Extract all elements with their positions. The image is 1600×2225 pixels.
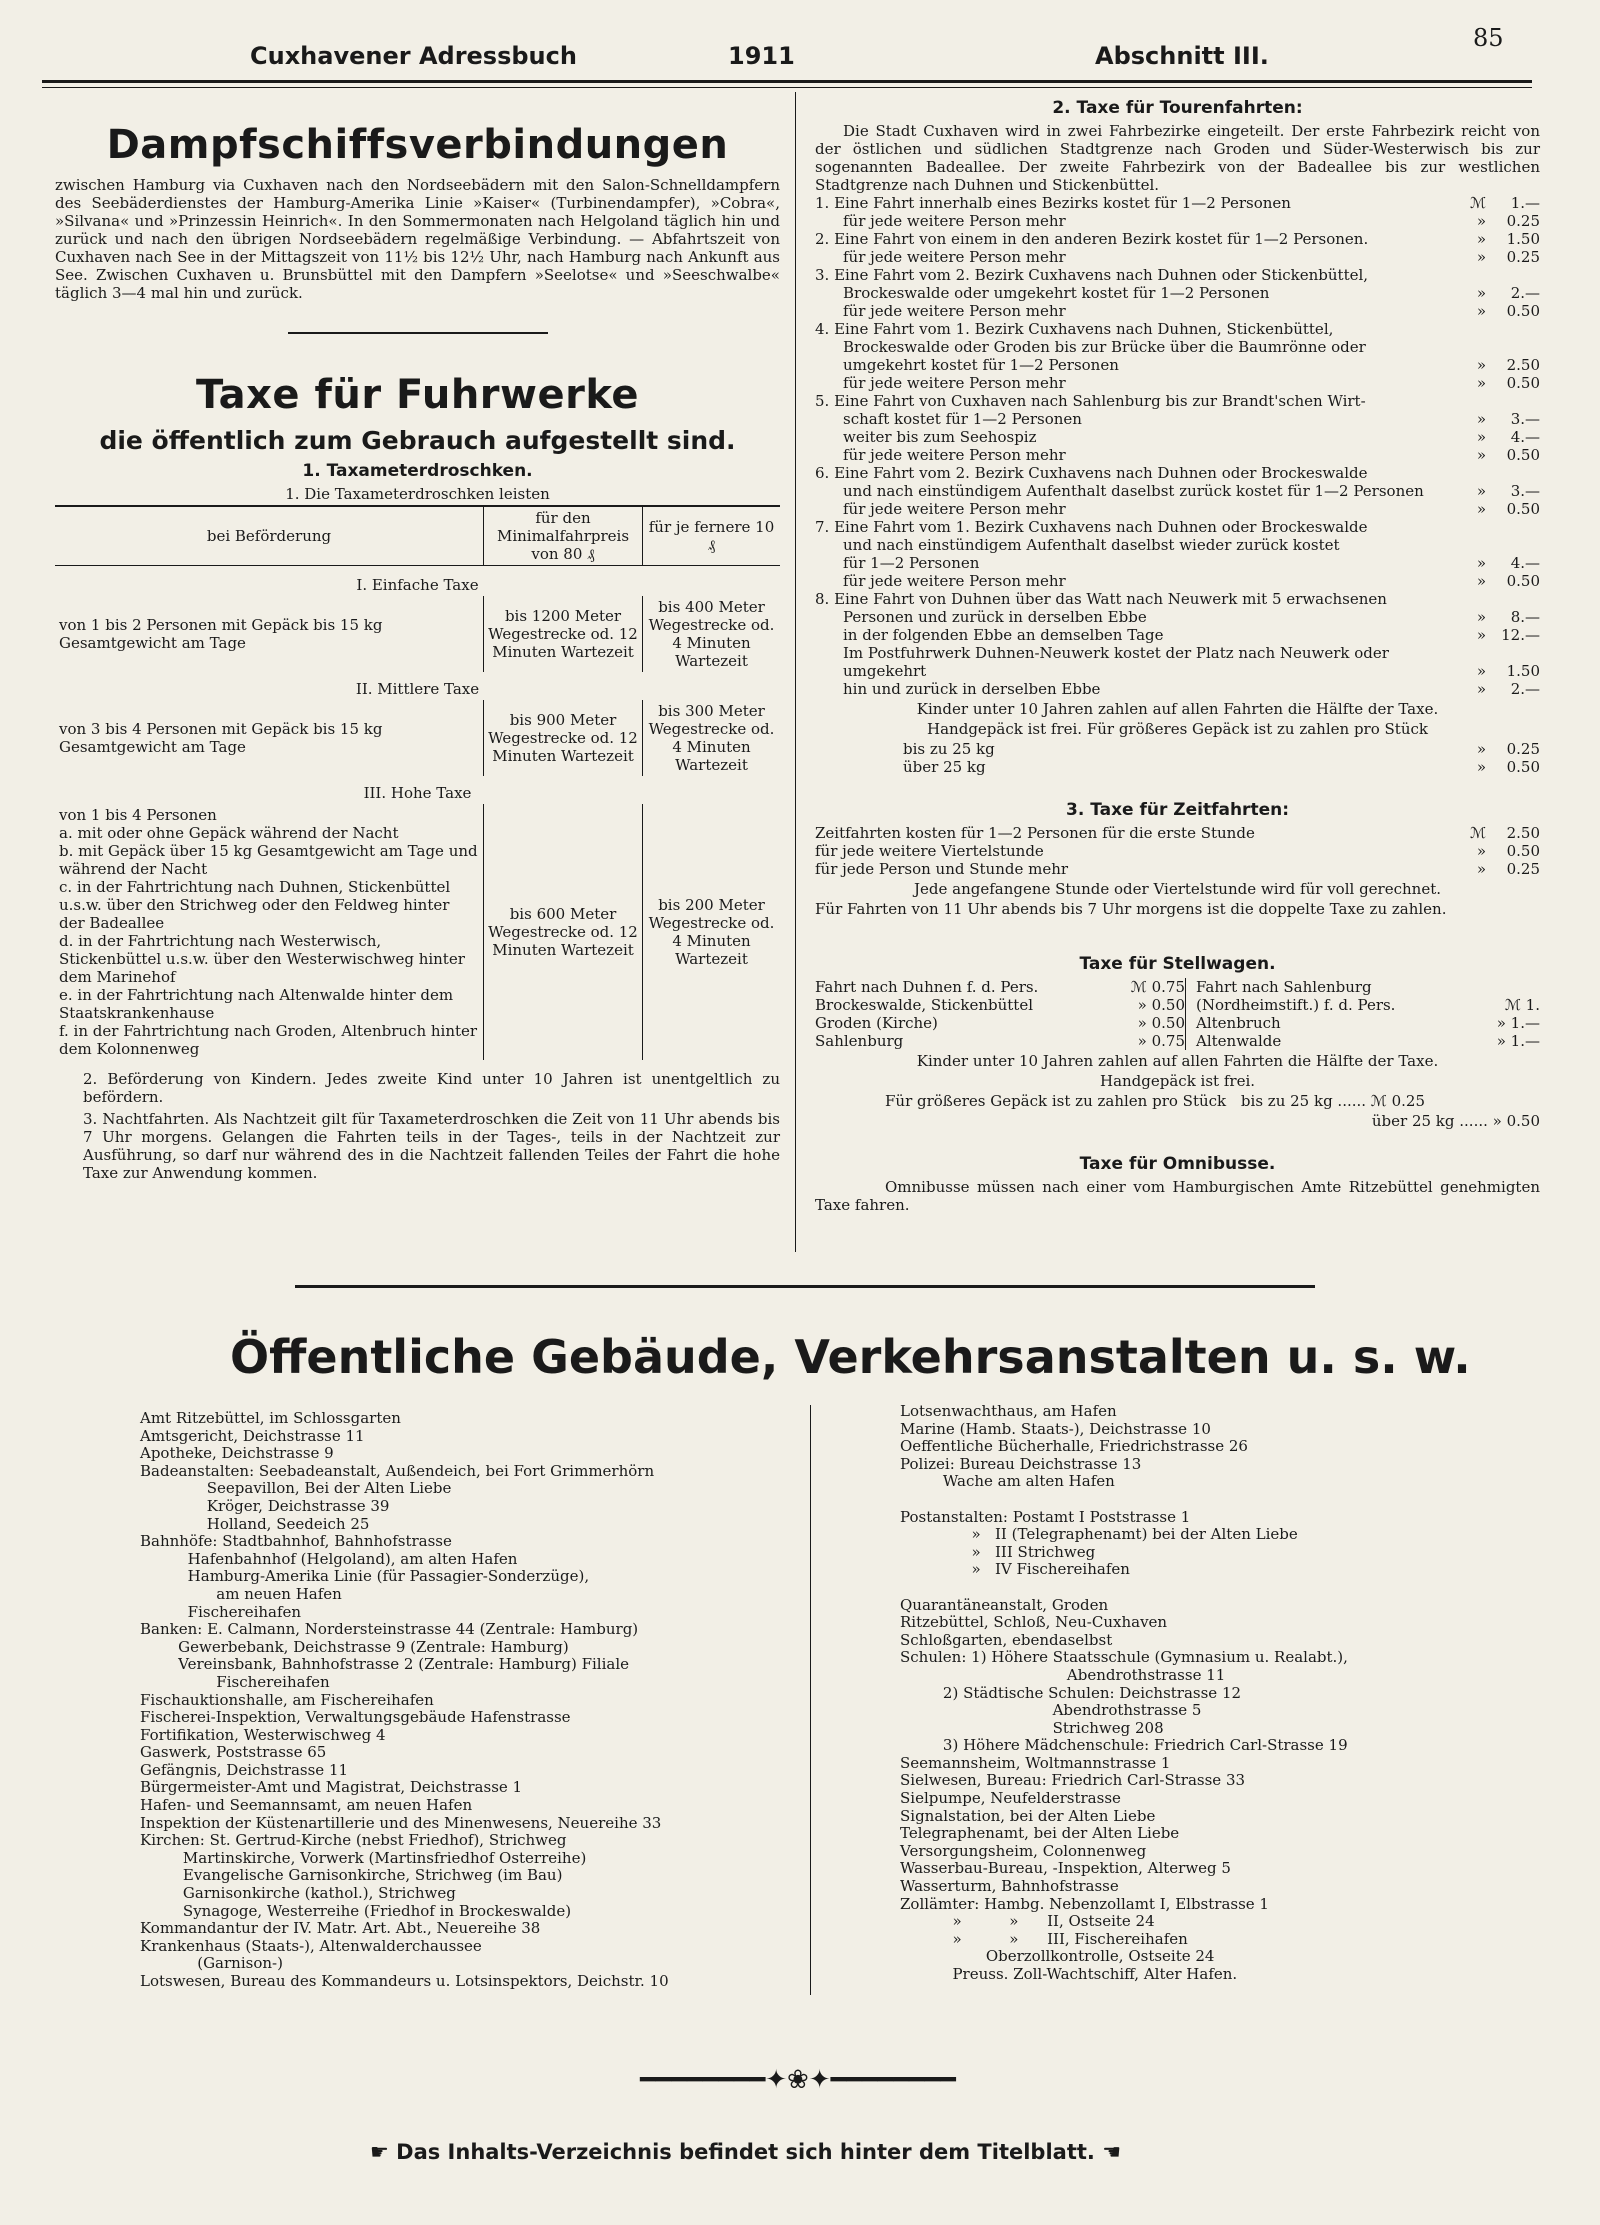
stell-gepaeck-1: bis zu 25 kg ...... ℳ 0.25 [1240, 1092, 1426, 1110]
fare-value: 0.50 [1506, 302, 1540, 320]
fare-currency: ℳ [1469, 194, 1486, 212]
list-item: Apotheke, Deichstrasse 9 [140, 1444, 334, 1463]
stell-price: » 0.50 [1137, 996, 1185, 1014]
tarif-2-row [55, 700, 780, 776]
fare-value: 4.— [1510, 428, 1540, 446]
stell-price: » 1.— [1496, 1014, 1540, 1032]
fare-value [1486, 644, 1540, 662]
tarif-1-extra: bis 400 Meter Wegestrecke od. 4 Minuten Wartezeit [643, 596, 781, 672]
fare-currency: » [1476, 662, 1486, 680]
nachtfahrten-paragraph: 3. Nachtfahrten. Als Nachtzeit gilt für Taxameterdroschken die Zeit von 11 Uhr abends bis 7 Uhr morgens. Gelangen die Fahrten teils in der Tages-, teils in der Nachtzeit zur Ausführung, so darf nur während des in die Nachtzeit fallenden Teiles der Fahrt die hohe Taxe zur Anwendung kommen. [83, 1110, 780, 1182]
fare-label: für jede weitere Person mehr [843, 248, 1066, 266]
fare-label: für jede weitere Person mehr [843, 500, 1066, 518]
list-item: Quarantänеanstalt, Groden [900, 1595, 1109, 1614]
fare-label: 1. Eine Fahrt innerhalb eines Bezirks kostet für 1—2 Personen [815, 194, 1291, 212]
fare-label: hin und zurück in derselben Ebbe [843, 680, 1101, 698]
fare-row [815, 194, 1540, 212]
col-header-b: für den Minimalfahrpreis von 80 ₰ [484, 506, 643, 566]
tarif-2-min: bis 900 Meter Wegestrecke od. 12 Minuten Wartezeit [484, 700, 643, 776]
fare-currency: » [1476, 860, 1486, 878]
fare-value: 0.25 [1506, 860, 1540, 878]
fare-row [815, 518, 1540, 536]
fare-currency [1460, 590, 1486, 608]
fare-row [815, 860, 1540, 878]
fare-value [1486, 536, 1540, 554]
list-item: Holland, Seedeich 25 [140, 1514, 370, 1533]
list-item: » » II, Ostseite 24 [900, 1912, 1155, 1931]
fare-row [815, 266, 1540, 284]
fare-value: 3.— [1510, 482, 1540, 500]
gepaeck-row [815, 740, 1540, 758]
list-item: Preuss. Zoll-Wachtschiff, Alter Hafen. [900, 1965, 1238, 1983]
list-item: Bahnhöfe: Stadtbahnhof, Bahnhofstrasse [140, 1532, 452, 1551]
fare-label: schaft kostet für 1—2 Personen [843, 410, 1082, 428]
section-divider [288, 332, 548, 334]
stell-title: Taxe für Stellwagen. [1079, 954, 1276, 974]
list-item: Abendrothstrasse 5 [900, 1701, 1202, 1720]
omni-text: Omnibusse müssen nach einer vom Hamburgischen Amte Ritzebüttel genehmigten Taxe fahren. [815, 1178, 1540, 1214]
fare-label: und nach einstündigem Aufenthalt daselbst wieder zurück kostet [843, 536, 1340, 554]
tarif-3-line: f. in der Fahrtrichtung nach Groden, Altenbruch hinter dem Kolonnenweg [59, 1022, 478, 1058]
gebaeude-column-divider [810, 1405, 811, 1995]
stell-row [1196, 1014, 1540, 1032]
fare-label: 2. Eine Fahrt von einem in den anderen Bezirk kostet für 1—2 Personen. [815, 230, 1369, 248]
fare-value: 1.50 [1506, 662, 1540, 680]
list-item: Wache am alten Hafen [900, 1472, 1115, 1491]
fare-row [815, 680, 1540, 698]
tarif-2-extra: bis 300 Meter Wegestrecke od. 4 Minuten Wartezeit [643, 700, 781, 776]
tarif-2-desc: von 3 bis 4 Personen mit Gepäck bis 15 kg Gesamtgewicht am Tage [59, 720, 383, 756]
stell-destination: Altenbruch [1196, 1014, 1281, 1032]
fare-row [815, 482, 1540, 500]
list-item: Fischereihafen [140, 1602, 302, 1621]
taxameter-heading: 1. Taxameterdroschken. [302, 461, 533, 481]
gepaeck-label: bis zu 25 kg [903, 740, 995, 758]
list-item: Krankenhaus (Staats-), Altenwalderchaussee [140, 1936, 482, 1955]
fare-row [815, 248, 1540, 266]
fare-row [815, 392, 1540, 410]
kinder-paragraph: 2. Beförderung von Kindern. Jedes zweite Kind unter 10 Jahren ist unentgeltlich zu befördern. [83, 1070, 780, 1106]
list-item: Gaswerk, Poststrasse 65 [140, 1743, 327, 1762]
list-item: (Garnison-) [140, 1954, 283, 1973]
list-item: » III Strichweg [900, 1542, 1096, 1561]
fare-row [815, 464, 1540, 482]
list-item: Polizei: Bureau Deichstrasse 13 [900, 1454, 1142, 1473]
fare-label: Brockeswalde oder umgekehrt kostet für 1—2 Personen [843, 284, 1270, 302]
gepaeck-value: 0.25 [1506, 740, 1540, 758]
fare-label: für 1—2 Personen [843, 554, 980, 572]
stell-destination: Sahlenburg [815, 1032, 904, 1050]
fare-value: 0.50 [1506, 842, 1540, 860]
fare-currency: » [1476, 842, 1486, 860]
list-item: Evangelische Garnisonkirche, Strichweg (im Bau) [140, 1866, 563, 1885]
omni-title: Taxe für Omnibusse. [1079, 1154, 1276, 1174]
zeit-note-2: Für Fahrten von 11 Uhr abends bis 7 Uhr morgens ist die doppelte Taxe zu zahlen. [815, 900, 1447, 918]
list-item: Abendrothstrasse 11 [900, 1665, 1226, 1684]
fare-label: Zeitfahrten kosten für 1—2 Personen für die erste Stunde [815, 824, 1255, 842]
stell-row [815, 978, 1185, 996]
stell-price: » 0.50 [1137, 1014, 1185, 1032]
fare-currency: » [1476, 212, 1486, 230]
list-item: Garnisonkirche (kathol.), Strichweg [140, 1884, 456, 1903]
zeit-fare-list [815, 824, 1540, 878]
list-item: Lotswesen, Bureau des Kommandeurs u. Lotsinspektors, Deichstr. 10 [140, 1972, 669, 1990]
fare-row [815, 644, 1540, 662]
list-item: Telegraphenamt, bei der Alten Liebe [900, 1824, 1180, 1843]
fare-row [815, 590, 1540, 608]
tarif-3-min: bis 600 Meter Wegestrecke od. 12 Minuten Wartezeit [484, 804, 643, 1060]
list-item: Hamburg-Amerika Linie (für Passagier-Sonderzüge), [140, 1567, 590, 1586]
stell-destination: Altenwalde [1196, 1032, 1282, 1050]
fare-row [815, 338, 1540, 356]
footer-note: ☛ Das Inhalts-Verzeichnis befindet sich hinter dem Titelblatt. ☚ [370, 2140, 1122, 2164]
fare-label: weiter bis zum Seehospiz [843, 428, 1037, 446]
list-item: Gefängnis, Deichstrasse 11 [140, 1760, 349, 1779]
stell-gepaeck-2: über 25 kg ...... » 0.50 [1371, 1112, 1540, 1130]
fare-row [815, 374, 1540, 392]
touren-fare-list [815, 194, 1540, 698]
header-rule [42, 80, 1532, 83]
list-item: Fortifikation, Westerwischweg 4 [140, 1725, 386, 1744]
fare-label: für jede weitere Person mehr [843, 302, 1066, 320]
col-header-c: für je fernere 10 ₰ [643, 506, 781, 566]
fare-row [815, 320, 1540, 338]
list-item: Seepavillon, Bei der Alten Liebe [140, 1479, 452, 1498]
stell-price: ℳ 1. [1504, 996, 1540, 1014]
fare-value: 0.50 [1506, 500, 1540, 518]
fare-value: 1.50 [1506, 230, 1540, 248]
fare-currency: » [1476, 626, 1486, 644]
dampf-text: zwischen Hamburg via Cuxhaven nach den Nordseebädern mit den Salon-Schnelldampfern des Seebäderdienstes der Hamburg-Amerika Linie »Kaiser« (Turbinendampfer), »Cobra«, »Silvana« und »Prinzessin Heinrich«. In den Sommermonaten nach Helgoland täglich hin und zurück und nach den übrigen Nordseebädern regelmäßige Verbindung. — Abfahrtszeit von Cuxhaven nach See in der Mittagszeit von 11½ bis 12½ Uhr, nach Hamburg nach Ankunft aus See. Zwischen Cuxhaven u. Brunsbüttel mit den Dampfern »Seelotse« und »Seeschwalbe« täglich 3—4 mal hin und zurück. [55, 176, 780, 302]
fare-currency [1460, 392, 1486, 410]
column-divider [795, 92, 796, 1252]
list-item: Fischauktionshalle, am Fischereihafen [140, 1690, 434, 1709]
list-item: » II (Telegraphenamt) bei der Alten Liebe [900, 1525, 1298, 1544]
tarif-3-desc [55, 804, 484, 1060]
fare-row [815, 554, 1540, 572]
tarif-3-line: c. in der Fahrtrichtung nach Duhnen, Stickenbüttel u.s.w. über den Strichweg oder den Feldweg hinter der Badeallee [59, 878, 451, 932]
fare-label: 8. Eine Fahrt von Duhnen über das Watt nach Neuwerk mit 5 erwachsenen [815, 590, 1387, 608]
fare-value [1486, 464, 1540, 482]
stell-row [1196, 996, 1540, 1014]
stell-handgepaeck: Handgepäck ist frei. [1099, 1072, 1256, 1090]
fare-value: 2.— [1510, 680, 1540, 698]
fare-currency [1460, 644, 1486, 662]
fare-label: 4. Eine Fahrt vom 1. Bezirk Cuxhavens nach Duhnen, Stickenbüttel, [815, 320, 1334, 338]
list-item: » » III, Fischereihafen [900, 1929, 1188, 1948]
list-item: Lotsenwachthaus, am Hafen [900, 1402, 1117, 1420]
fare-label: 3. Eine Fahrt vom 2. Bezirk Cuxhavens nach Duhnen oder Stickenbüttel, [815, 266, 1369, 284]
fare-row [815, 446, 1540, 464]
left-column [55, 92, 780, 1182]
stell-destination: Brockeswalde, Stickenbüttel [815, 996, 1034, 1014]
list-item: Badeanstalten: Seebadeanstalt, Außendeich, bei Fort Grimmerhörn [140, 1461, 655, 1480]
header-year: 1911 [728, 42, 795, 70]
fare-currency: » [1476, 428, 1486, 446]
list-item: Amtsgericht, Deichstrasse 11 [140, 1426, 365, 1445]
fare-currency [1460, 464, 1486, 482]
list-item: Bürgermeister-Amt und Magistrat, Deichstrasse 1 [140, 1778, 523, 1797]
fare-value: 0.50 [1506, 446, 1540, 464]
touren-title: 2. Taxe für Tourenfahrten: [1052, 98, 1303, 118]
list-item: Sielwesen, Bureau: Friedrich Carl-Strasse 33 [900, 1771, 1246, 1790]
fare-label: umgekehrt kostet für 1—2 Personen [843, 356, 1119, 374]
fare-currency: ℳ [1469, 824, 1486, 842]
fare-table-header [55, 506, 780, 566]
fare-label: 7. Eine Fahrt vom 1. Bezirk Cuxhavens nach Duhnen oder Brockeswalde [815, 518, 1368, 536]
list-item: Fischereihafen [140, 1672, 330, 1691]
fare-label: umgekehrt [843, 662, 927, 680]
list-item: 2) Städtische Schulen: Deichstrasse 12 [900, 1683, 1242, 1702]
list-item: Fischerei-Inspektion, Verwaltungsgebäude Hafenstrasse [140, 1708, 571, 1727]
list-item: Hafen- und Seemannsamt, am neuen Hafen [140, 1796, 473, 1815]
list-item: Postanstalten: Postamt I Poststrasse 1 [900, 1507, 1191, 1526]
stell-row [1196, 978, 1540, 996]
list-item: Sielpumpe, Neufelderstrasse [900, 1789, 1121, 1808]
stell-row [1196, 1032, 1540, 1050]
gepaeck-currency: » [1476, 758, 1486, 776]
fare-value: 2.— [1510, 284, 1540, 302]
fare-table [55, 505, 780, 1060]
list-item: Versorgungsheim, Colonnenweg [900, 1841, 1147, 1860]
fare-value: 2.50 [1506, 824, 1540, 842]
fare-currency [1460, 338, 1486, 356]
tarif-3-label: III. Hohe Taxe [363, 784, 472, 802]
tarif-3-line: a. mit oder ohne Gepäck während der Nacht [59, 824, 399, 842]
fare-value: 1.— [1510, 194, 1540, 212]
col-header-a: bei Beförderung [55, 506, 484, 566]
fare-currency [1460, 518, 1486, 536]
fare-label: in der folgenden Ebbe an demselben Tage [843, 626, 1164, 644]
fare-label: für jede Person und Stunde mehr [815, 860, 1069, 878]
right-column [815, 92, 1540, 1214]
fare-value [1486, 266, 1540, 284]
touren-intro: Die Stadt Cuxhaven wird in zwei Fahrbezirke eingeteilt. Der erste Fahrbezirk reicht von der östlichen und südlichen Stadtgrenze nach Groden und Süder-Westerwisch bis zur sogenannten Badeallee. Der zweite Fahrbezirk von der Badeallee bis zur westlichen Stadtgrenze nach Duhnen und Stickenbüttel. [815, 122, 1540, 194]
list-item: Ritzebüttel, Schloß, Neu-Cuxhaven [900, 1613, 1168, 1632]
fare-value [1486, 320, 1540, 338]
stell-row [815, 1032, 1185, 1050]
list-item: Hafenbahnhof (Helgoland), am alten Hafen [140, 1549, 518, 1568]
header-section: Abschnitt III. [1095, 42, 1269, 70]
fare-row [815, 284, 1540, 302]
gepaeck-row [815, 758, 1540, 776]
fare-currency: » [1476, 374, 1486, 392]
running-header [250, 42, 1530, 76]
fare-currency: » [1476, 356, 1486, 374]
ornament-rule: ━━━━━━━━✦❀✦━━━━━━━━ [640, 2065, 956, 2095]
fare-value [1486, 590, 1540, 608]
fare-currency [1460, 266, 1486, 284]
stell-destination: Fahrt nach Sahlenburg [1196, 978, 1372, 996]
fuhr-title: Taxe für Fuhrwerke [196, 372, 639, 418]
fare-value [1486, 338, 1540, 356]
list-item: Kirchen: St. Gertrud-Kirche (nebst Friedhof), Strichweg [140, 1831, 567, 1850]
fare-value: 0.50 [1506, 374, 1540, 392]
fare-currency: » [1476, 446, 1486, 464]
tarif-3-line: b. mit Gepäck über 15 kg Gesamtgewicht am Tage und während der Nacht [59, 842, 478, 878]
tarif-1-row [55, 596, 780, 672]
fare-label: Im Postfuhrwerk Duhnen-Neuwerk kostet der Platz nach Neuwerk oder [843, 644, 1389, 662]
fare-row [815, 356, 1540, 374]
tarif-3-line: von 1 bis 4 Personen [59, 806, 217, 824]
gebaeude-left-list [140, 1410, 800, 1991]
fare-currency: » [1476, 410, 1486, 428]
tarif-3-row [55, 804, 780, 1060]
list-item: Seemannsheim, Woltmannstrasse 1 [900, 1753, 1171, 1772]
list-item: Marine (Hamb. Staats-), Deichstrasse 10 [900, 1419, 1211, 1438]
gebaeude-title: Öffentliche Gebäude, Verkehrsanstalten u. s. w. [230, 1330, 1471, 1384]
fare-value: 2.50 [1506, 356, 1540, 374]
list-item: Kommandantur der IV. Matr. Art. Abt., Neuereihe 38 [140, 1919, 541, 1938]
list-item: Wasserturm, Bahnhofstrasse [900, 1877, 1119, 1896]
gepaeck-label: über 25 kg [903, 758, 986, 776]
fare-currency: » [1476, 248, 1486, 266]
list-item: Oberzollkontrolle, Ostseite 24 [900, 1947, 1215, 1966]
fare-currency: » [1476, 572, 1486, 590]
tarif-1-min: bis 1200 Meter Wegestrecke od. 12 Minuten Wartezeit [484, 596, 643, 672]
tarif-3-line: d. in der Fahrtrichtung nach Westerwisch, Stickenbüttel u.s.w. über den Westerwischweg hinter dem Marinehof [59, 932, 465, 986]
tarif-3-line: e. in der Fahrtrichtung nach Altenwalde hinter dem Staatskrankenhause [59, 986, 454, 1022]
gebaeude-right-list [900, 1403, 1540, 1984]
fare-value [1486, 518, 1540, 536]
fare-label: Personen und zurück in derselben Ebbe [843, 608, 1147, 626]
taxameter-intro: 1. Die Taxameterdroschken leisten [285, 485, 550, 503]
tarif-1-desc: von 1 bis 2 Personen mit Gepäck bis 15 kg Gesamtgewicht am Tage [59, 616, 383, 652]
stell-destination: Fahrt nach Duhnen f. d. Pers. [815, 978, 1039, 996]
fuhr-subtitle: die öffentlich zum Gebrauch aufgestellt sind. [99, 426, 736, 455]
fare-currency: » [1476, 302, 1486, 320]
tarif-1-label: I. Einfache Taxe [356, 576, 479, 594]
list-item: Strichweg 208 [900, 1718, 1164, 1737]
tarif-3-extra: bis 200 Meter Wegestrecke od. 4 Minuten Wartezeit [643, 804, 781, 1060]
fare-value: 0.50 [1506, 572, 1540, 590]
fare-currency: » [1476, 554, 1486, 572]
fare-label: für jede weitere Person mehr [843, 572, 1066, 590]
stell-price: ℳ 0.75 [1130, 978, 1185, 996]
header-rule-thin [42, 87, 1532, 88]
list-item: Gewerbebank, Deichstrasse 9 (Zentrale: Hamburg) [140, 1637, 569, 1656]
stell-right-list [1185, 978, 1540, 1050]
stell-row [815, 1014, 1185, 1032]
stell-destination: (Nordheimstift.) f. d. Pers. [1196, 996, 1396, 1014]
section-rule [295, 1285, 1315, 1288]
fare-row [815, 230, 1540, 248]
fare-value: 8.— [1510, 608, 1540, 626]
fare-row [815, 428, 1540, 446]
stell-price: » 0.75 [1137, 1032, 1185, 1050]
list-item: Kröger, Deichstrasse 39 [140, 1496, 390, 1515]
fare-currency [1460, 320, 1486, 338]
stell-gepaeck-intro: Für größeres Gepäck ist zu zahlen pro Stück [885, 1092, 1227, 1110]
touren-kinder: Kinder unter 10 Jahren zahlen auf allen Fahrten die Hälfte der Taxe. [916, 700, 1439, 718]
list-item [900, 1579, 1540, 1597]
fare-currency: » [1476, 500, 1486, 518]
tarif-2-label: II. Mittlere Taxe [355, 680, 480, 698]
list-item: Signalstation, bei der Alten Liebe [900, 1806, 1156, 1825]
stell-gepaeck [815, 1092, 1540, 1110]
fare-label: für jede weitere Viertelstunde [815, 842, 1044, 860]
fare-row [815, 824, 1540, 842]
fare-value: 3.— [1510, 410, 1540, 428]
list-item: Martinskirche, Vorwerk (Martinsfriedhof Osterreihe) [140, 1848, 587, 1867]
list-item: Banken: E. Calmann, Nordersteinstrasse 44 (Zentrale: Hamburg) [140, 1620, 639, 1639]
fare-value: 0.25 [1506, 248, 1540, 266]
fare-currency: » [1476, 230, 1486, 248]
fare-label: 5. Eine Fahrt von Cuxhaven nach Sahlenburg bis zur Brandt'schen Wirt- [815, 392, 1366, 410]
fare-label: für jede weitere Person mehr [843, 446, 1066, 464]
touren-handgepaeck: Handgepäck ist frei. Für größeres Gepäck ist zu zahlen pro Stück [927, 720, 1428, 738]
fare-value: 0.25 [1506, 212, 1540, 230]
fare-currency: » [1476, 608, 1486, 626]
stell-table [815, 978, 1540, 1050]
list-item: Schloßgarten, ebendaselbst [900, 1630, 1113, 1649]
stell-destination: Groden (Kirche) [815, 1014, 938, 1032]
fare-row [815, 842, 1540, 860]
stell-price [1456, 978, 1540, 996]
gepaeck-value: 0.50 [1506, 758, 1540, 776]
fare-row [815, 410, 1540, 428]
list-item: » IV Fischereihafen [900, 1560, 1130, 1579]
fare-row [815, 212, 1540, 230]
stell-price: » 1.— [1496, 1032, 1540, 1050]
stell-kinder: Kinder unter 10 Jahren zahlen auf allen Fahrten die Hälfte der Taxe. [916, 1052, 1439, 1070]
fare-row [815, 302, 1540, 320]
fare-label: und nach einstündigem Aufenthalt daselbst zurück kostet für 1—2 Personen [843, 482, 1424, 500]
list-item: Synagoge, Westerreihe (Friedhof in Brockeswalde) [140, 1901, 572, 1920]
fare-value: 12.— [1501, 626, 1540, 644]
fare-row [815, 536, 1540, 554]
list-item [900, 1491, 1540, 1509]
fare-label: Brockeswalde oder Groden bis zur Brücke über die Baumrönne oder [843, 338, 1366, 356]
dampf-title: Dampfschiffsverbindungen [106, 122, 729, 168]
list-item: Wasserbau-Bureau, -Inspektion, Alterweg 5 [900, 1859, 1231, 1878]
fare-row [815, 662, 1540, 680]
fare-label: für jede weitere Person mehr [843, 374, 1066, 392]
list-item: 3) Höhere Mädchenschule: Friedrich Carl-Strasse 19 [900, 1736, 1348, 1755]
stell-row [815, 996, 1185, 1014]
fare-value [1486, 392, 1540, 410]
header-left: Cuxhavener Adressbuch [250, 42, 577, 70]
list-item: am neuen Hafen [140, 1584, 342, 1603]
list-item: Zollämter: Hambg. Nebenzollamt I, Elbstrasse 1 [900, 1894, 1269, 1913]
fare-label: 6. Eine Fahrt vom 2. Bezirk Cuxhavens nach Duhnen oder Brockeswalde [815, 464, 1368, 482]
fare-row [815, 608, 1540, 626]
fare-row [815, 626, 1540, 644]
fare-value: 4.— [1510, 554, 1540, 572]
fare-currency [1460, 536, 1486, 554]
gepaeck-currency: » [1476, 740, 1486, 758]
fare-currency: » [1476, 680, 1486, 698]
fare-row [815, 500, 1540, 518]
page-number: 85 [1473, 24, 1504, 52]
zeit-note-1: Jede angefangene Stunde oder Viertelstunde wird für voll gerechnet. [913, 880, 1441, 898]
fare-label: für jede weitere Person mehr [843, 212, 1066, 230]
list-item: Amt Ritzebüttel, im Schlossgarten [140, 1409, 401, 1427]
list-item: Inspektion der Küstenartillerie und des Minenwesens, Neuereihe 33 [140, 1813, 662, 1832]
stell-left-list [815, 978, 1185, 1050]
zeit-title: 3. Taxe für Zeitfahrten: [1065, 800, 1290, 820]
fare-row [815, 572, 1540, 590]
list-item: Schulen: 1) Höhere Staatsschule (Gymnasium u. Realabt.), [900, 1648, 1348, 1667]
list-item: Vereinsbank, Bahnhofstrasse 2 (Zentrale: Hamburg) Filiale [140, 1655, 630, 1674]
list-item: Oeffentliche Bücherhalle, Friedrichstrasse 26 [900, 1437, 1248, 1456]
fare-currency: » [1476, 482, 1486, 500]
fare-currency: » [1476, 284, 1486, 302]
